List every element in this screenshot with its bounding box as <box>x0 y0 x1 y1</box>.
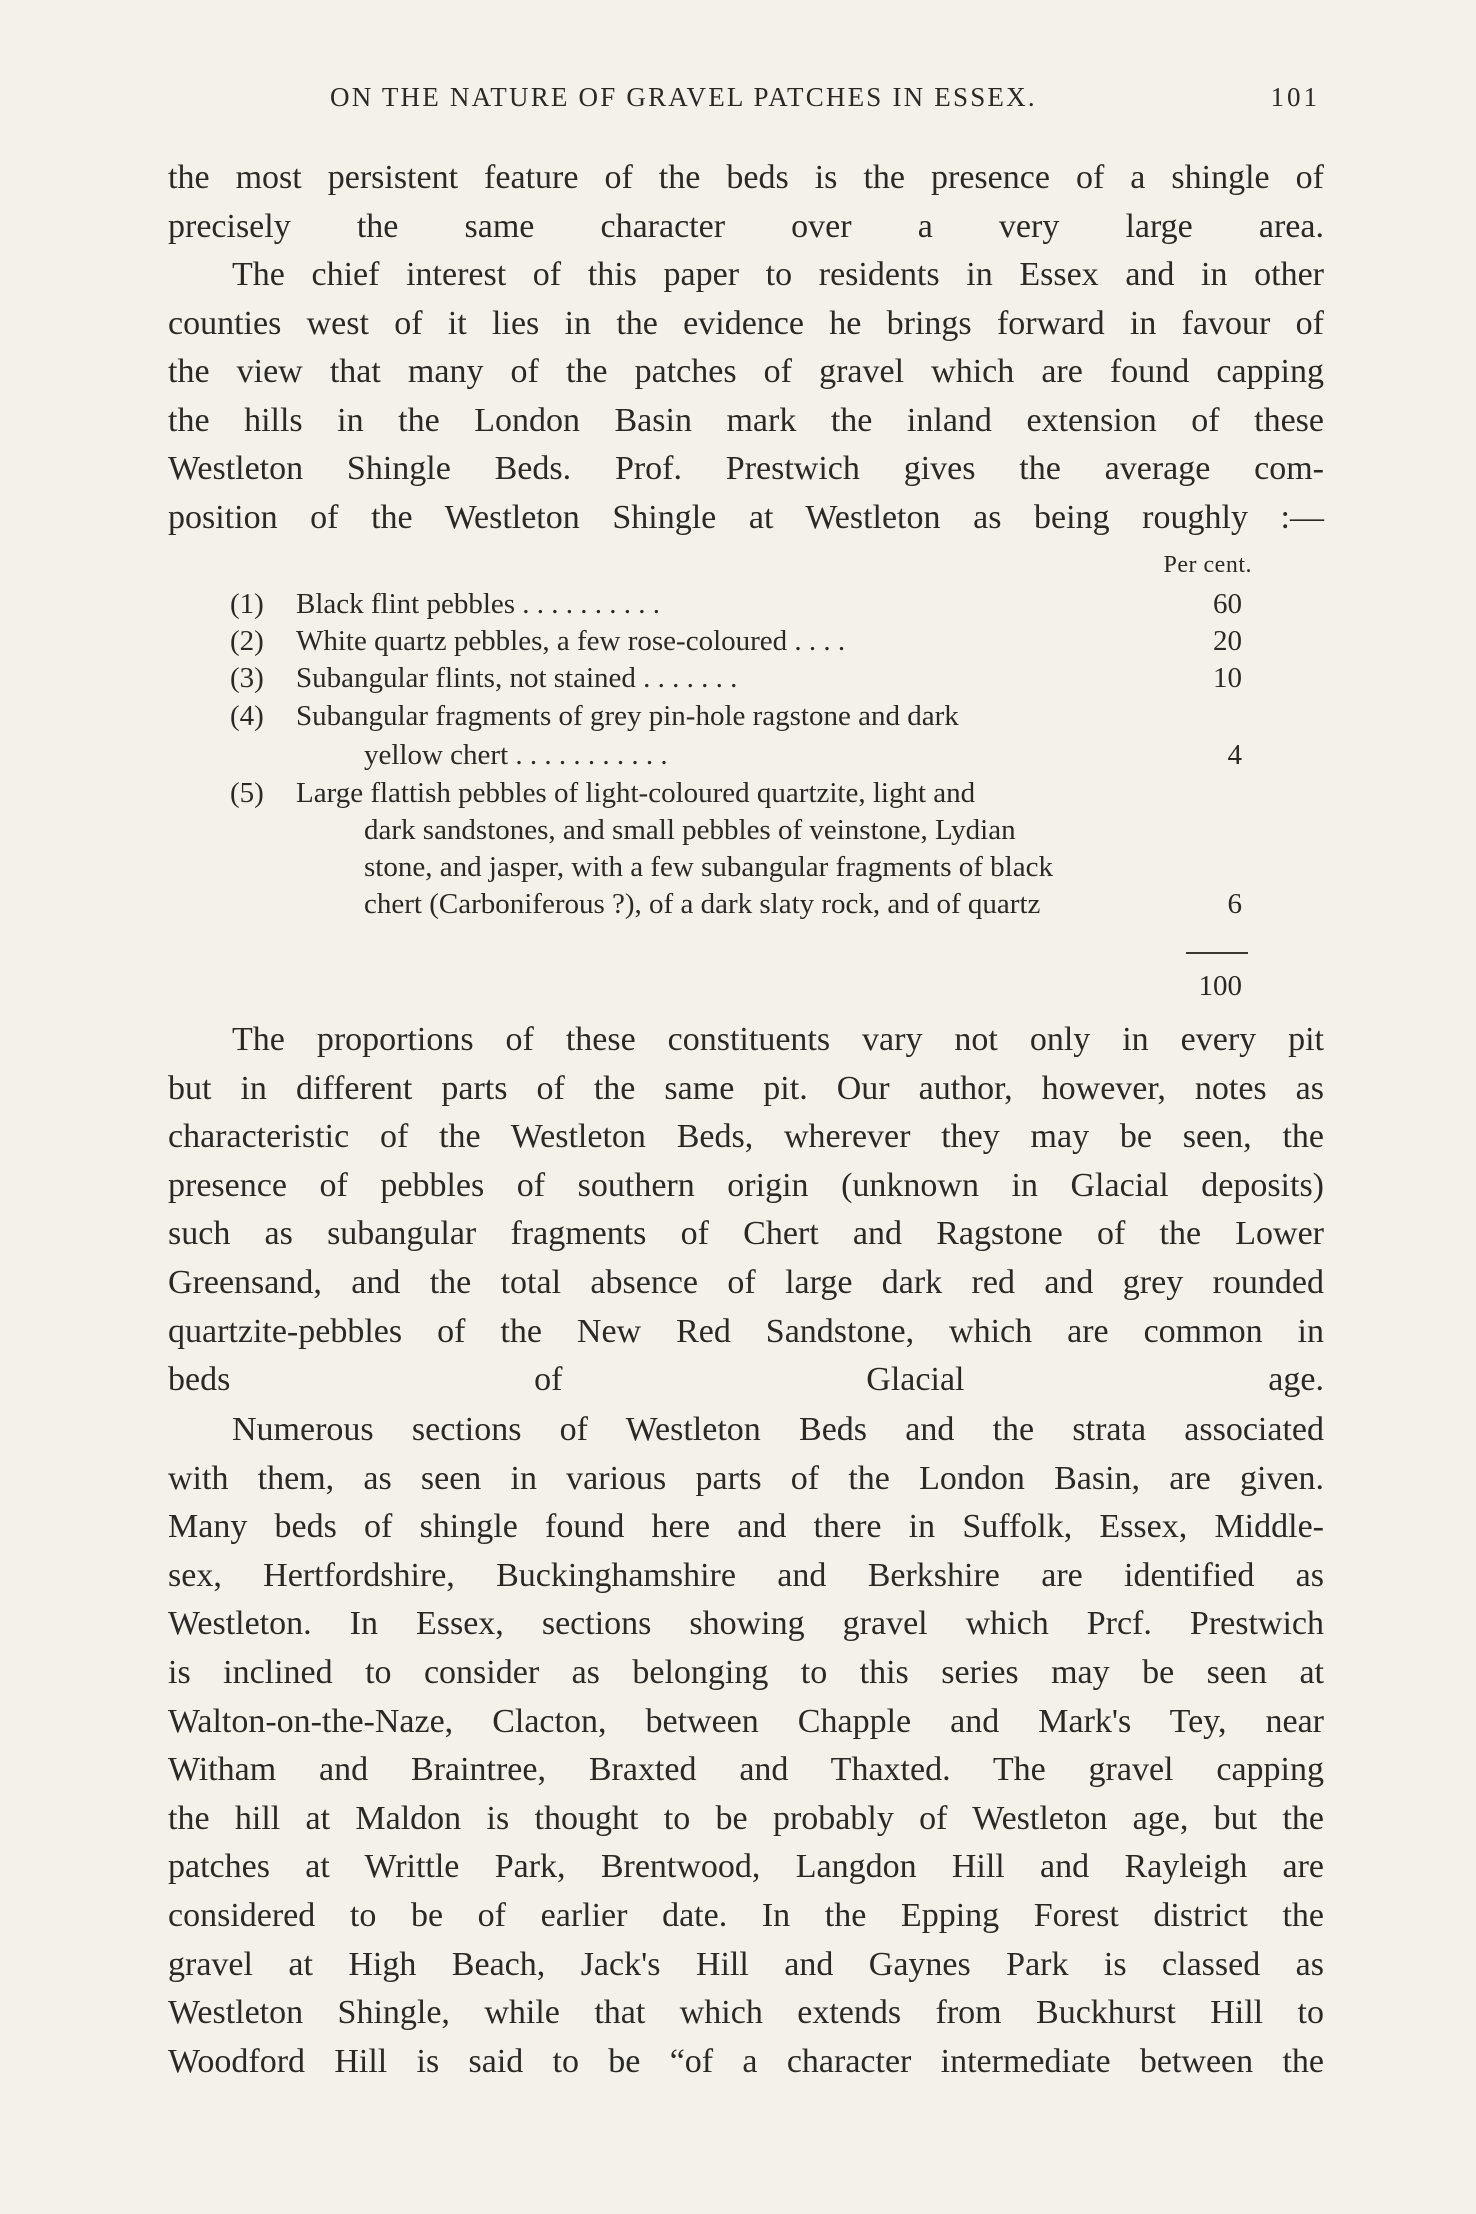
text-line: The chief interest of this paper to residents in Essex and in other <box>232 256 1324 293</box>
item-description: Subangular flints, not stained . . . . . . . <box>296 662 738 694</box>
text-line: with them, as seen in various parts of the London Basin, are given. <box>168 1459 1324 1497</box>
item-description-continued: stone, and jasper, with a few subangular fragments of black <box>364 851 1053 883</box>
text-line: the view that many of the patches of gravel which are found capping <box>168 353 1324 391</box>
text-line: beds of Glacial age. <box>168 1361 1324 1399</box>
text-line: Westleton. In Essex, sections showing gravel which Prcf. Prestwich <box>168 1605 1324 1643</box>
item-percent: 20 <box>1213 625 1242 657</box>
per-cent-heading: Per cent. <box>1163 552 1252 578</box>
text-line: Witham and Braintree, Braxted and Thaxted. The gravel capping <box>168 1751 1324 1789</box>
item-percent: 6 <box>1227 888 1242 920</box>
text-line: The proportions of these constituents vary not only in every pit <box>232 1021 1324 1058</box>
text-line: sex, Hertfordshire, Buckinghamshire and Berkshire are identified as <box>168 1556 1324 1594</box>
total-percent: 100 <box>1198 970 1242 1002</box>
item-description-continued: chert (Carboniferous ?), of a dark slaty rock, and of quartz <box>364 888 1041 920</box>
paragraph-continuation <box>168 154 1324 251</box>
item-number: (1) <box>230 588 264 620</box>
text-line: Numerous sections of Westleton Beds and the strata associated <box>232 1411 1324 1448</box>
text-line: the hills in the London Basin mark the inland extension of these <box>168 401 1324 439</box>
item-percent: 60 <box>1213 588 1242 620</box>
text-line: but in different parts of the same pit. Our author, however, notes as <box>168 1069 1324 1107</box>
text-line: counties west of it lies in the evidence he brings forward in favour of <box>168 304 1324 342</box>
paragraph-chief-interest <box>168 251 1324 543</box>
page-header <box>170 82 1320 126</box>
text-line: is inclined to consider as belonging to this series may be seen at <box>168 1653 1324 1691</box>
text-line: considered to be of earlier date. In the Epping Forest district the <box>168 1896 1324 1934</box>
total-rule <box>1186 952 1248 954</box>
item-description: White quartz pebbles, a few rose-coloured . . . . <box>296 625 846 657</box>
text-line: presence of pebbles of southern origin (unknown in Glacial deposits) <box>168 1166 1324 1204</box>
item-description-continued: yellow chert . . . . . . . . . . . <box>364 739 668 771</box>
item-number: (4) <box>230 700 264 732</box>
item-percent: 4 <box>1227 739 1242 771</box>
text-line: precisely the same character over a very large area. <box>168 207 1324 245</box>
item-description: Large flattish pebbles of light-coloured quartzite, light and <box>296 777 976 809</box>
text-line: characteristic of the Westleton Beds, wherever they may be seen, the <box>168 1118 1324 1156</box>
paragraph-proportions <box>168 1016 1324 1405</box>
text-line: Greensand, and the total absence of large dark red and grey rounded <box>168 1263 1324 1301</box>
paragraph-sections <box>168 1406 1324 2086</box>
page-number: 101 <box>1270 82 1320 112</box>
text-line: the most persistent feature of the beds is the presence of a shingle of <box>168 159 1324 196</box>
text-line: patches at Writtle Park, Brentwood, Langdon Hill and Rayleigh are <box>168 1848 1324 1886</box>
text-line: the hill at Maldon is thought to be probably of Westleton age, but the <box>168 1799 1324 1837</box>
text-line: Westleton Shingle, while that which extends from Buckhurst Hill to <box>168 1994 1324 2032</box>
item-number: (5) <box>230 777 264 809</box>
text-line: position of the Westleton Shingle at Westleton as being roughly :— <box>168 498 1324 536</box>
text-line: Walton-on-the-Naze, Clacton, between Chapple and Mark's Tey, near <box>168 1702 1324 1740</box>
item-description: Black flint pebbles . . . . . . . . . . <box>296 588 661 620</box>
text-line: Many beds of shingle found here and there in Suffolk, Essex, Middle- <box>168 1508 1324 1546</box>
item-description: Subangular fragments of grey pin-hole ragstone and dark <box>296 700 959 732</box>
text-line: Westleton Shingle Beds. Prof. Prestwich gives the average com- <box>168 450 1324 488</box>
item-number: (3) <box>230 662 264 694</box>
item-description-continued: dark sandstones, and small pebbles of veinstone, Lydian <box>364 814 1016 846</box>
item-number: (2) <box>230 625 264 657</box>
item-percent: 10 <box>1213 662 1242 694</box>
text-line: gravel at High Beach, Jack's Hill and Gaynes Park is classed as <box>168 1945 1324 1983</box>
text-line: such as subangular fragments of Chert and Ragstone of the Lower <box>168 1215 1324 1253</box>
running-head: ON THE NATURE OF GRAVEL PATCHES IN ESSEX. <box>330 82 1037 112</box>
text-line: quartzite-pebbles of the New Red Sandstone, which are common in <box>168 1312 1324 1350</box>
text-line: Woodford Hill is said to be “of a character intermediate between the <box>168 2042 1324 2080</box>
